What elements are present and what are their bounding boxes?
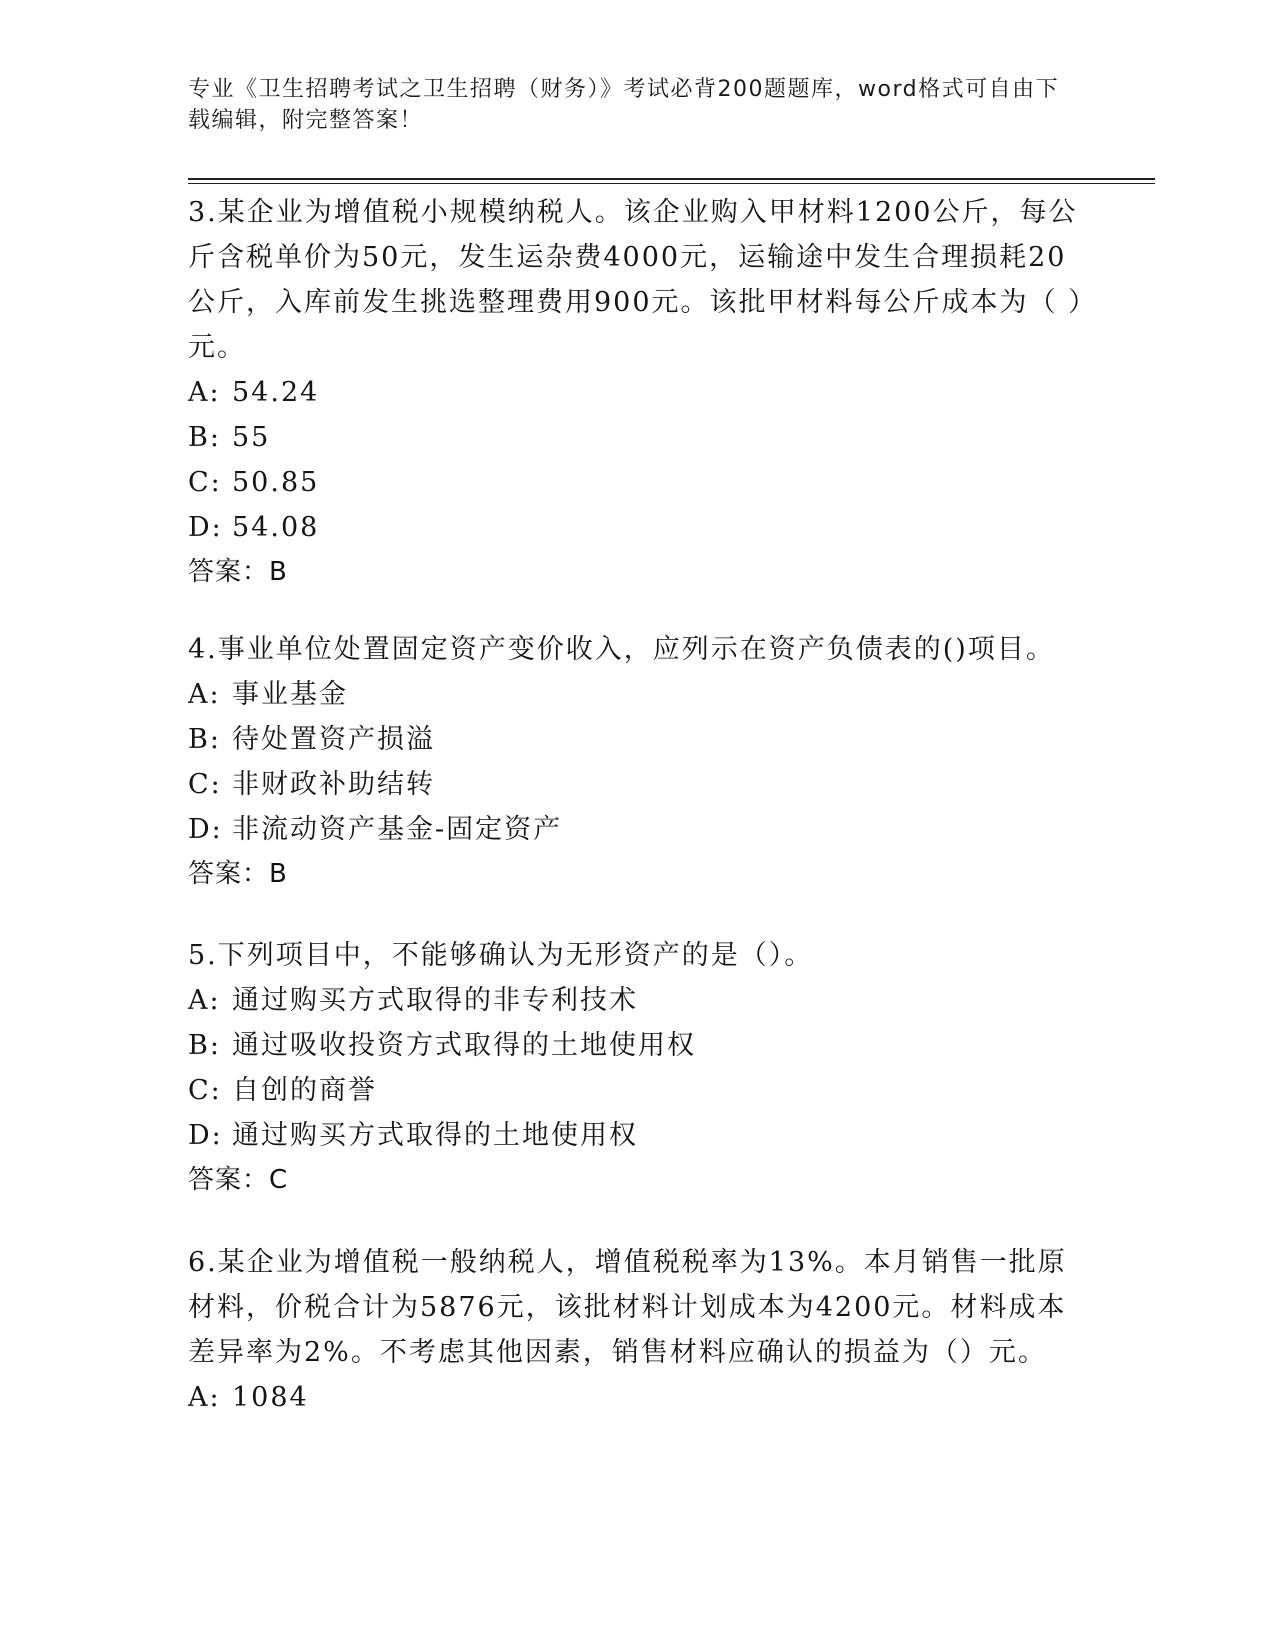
question-stem: 6.某企业为增值税一般纳税人，增值税税率为13%。本月销售一批原材料，价税合计为5876元，该批材料计划成本为4200元。材料成本差异率为2%。不考虑其他因素，销售材料应确认的损益为（）元。: [188, 1247, 1067, 1368]
answer-line: 答案：B: [188, 557, 288, 587]
option-a: [188, 978, 1088, 1023]
option-text: 50.85: [232, 467, 320, 498]
question-stem: 3.某企业为增值税小规模纳税人。该企业购入甲材料1200公斤，每公斤含税单价为50元，发生运杂费4000元，运输途中发生合理损耗20公斤，入库前发生挑选整理费用900元。该批甲材料每公斤成本为（ ）元。: [188, 197, 1084, 363]
option-text: 1084: [232, 1382, 309, 1413]
option-letter: B:: [188, 1030, 221, 1061]
option-a: [188, 370, 1088, 415]
option-text: 待处置资产损溢: [232, 724, 435, 755]
option-a: [188, 672, 1088, 717]
option-c: [188, 1068, 1088, 1113]
question-stem: 5.下列项目中，不能够确认为无形资产的是（）。: [188, 940, 814, 971]
option-b: [188, 717, 1088, 762]
option-text: 通过购买方式取得的土地使用权: [232, 1120, 638, 1151]
option-a: [188, 1375, 1088, 1420]
question-6: [188, 1240, 1088, 1420]
option-text: 通过吸收投资方式取得的土地使用权: [232, 1030, 696, 1061]
option-letter: A:: [188, 377, 221, 408]
option-letter: D:: [188, 512, 223, 543]
answer-line: 答案：C: [188, 1165, 289, 1195]
document-header: 专业《卫生招聘考试之卫生招聘（财务）》考试必背200题题库，word格式可自由下载编辑，附完整答案！: [188, 77, 1060, 133]
option-letter: A:: [188, 985, 221, 1016]
option-text: 事业基金: [232, 679, 348, 710]
option-text: 非流动资产基金-固定资产: [232, 814, 563, 845]
option-text: 54.24: [232, 377, 320, 408]
option-text: 55: [232, 422, 271, 453]
question-4: [188, 627, 1088, 897]
question-3: [188, 190, 1088, 595]
option-text: 通过购买方式取得的非专利技术: [232, 985, 638, 1016]
option-b: [188, 1023, 1088, 1068]
option-letter: C:: [188, 769, 222, 800]
option-text: 非财政补助结转: [232, 769, 435, 800]
option-text: 54.08: [232, 512, 320, 543]
option-d: [188, 505, 1088, 550]
option-letter: D:: [188, 814, 223, 845]
answer-line: 答案：B: [188, 859, 288, 889]
option-letter: D:: [188, 1120, 223, 1151]
option-letter: B:: [188, 422, 221, 453]
question-stem: 4.事业单位处置固定资产变价收入，应列示在资产负债表的()项目。: [188, 634, 1055, 665]
option-c: [188, 762, 1088, 807]
option-b: [188, 415, 1088, 460]
question-5: [188, 933, 1088, 1203]
option-letter: C:: [188, 467, 222, 498]
header-divider-thin: [188, 183, 1155, 184]
option-letter: C:: [188, 1075, 222, 1106]
option-letter: A:: [188, 679, 221, 710]
option-d: [188, 807, 1088, 852]
option-letter: A:: [188, 1382, 221, 1413]
option-c: [188, 460, 1088, 505]
option-text: 自创的商誉: [232, 1075, 377, 1106]
option-letter: B:: [188, 724, 221, 755]
header-divider-thick: [188, 178, 1155, 180]
option-d: [188, 1113, 1088, 1158]
